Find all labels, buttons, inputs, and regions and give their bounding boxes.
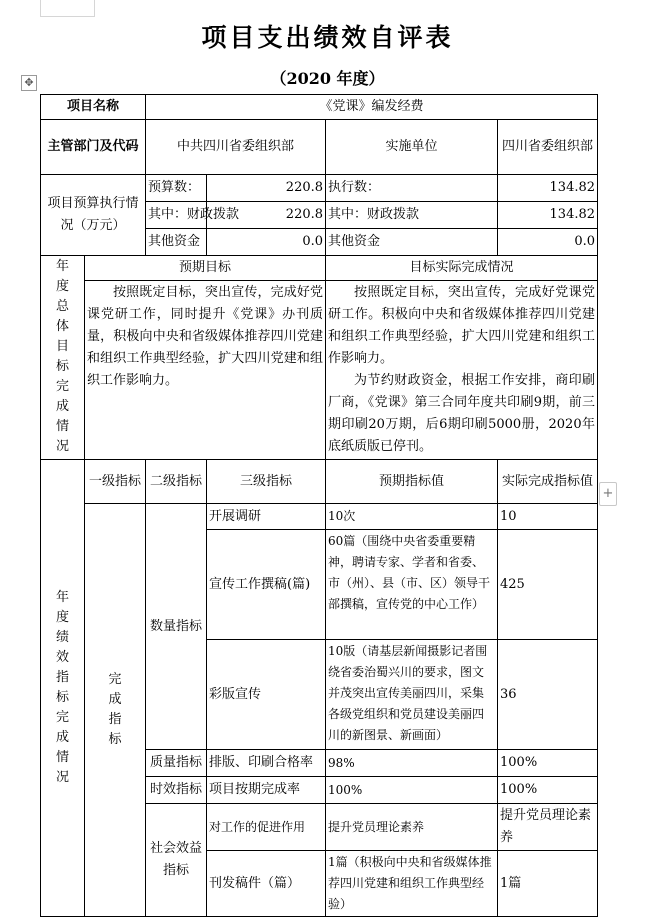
social-benefit-indicator-label: 社会效益指标 (146, 804, 207, 917)
fiscal-exec-label: 其中：财政拨款 (326, 202, 498, 229)
indicator-row-5-actual: 100% (498, 777, 598, 804)
other-exec-label: 其他资金 (326, 229, 498, 256)
indicator-row-3-actual: 36 (498, 640, 598, 750)
exec-num-value: 134.82 (498, 175, 598, 202)
timeliness-indicator-label: 时效指标 (146, 777, 207, 804)
impl-unit-value: 四川省委组织部 (498, 120, 598, 175)
indicator-row-7-l3: 刊发稿件（篇） (207, 851, 326, 917)
page-title: 项目支出绩效自评表 (201, 23, 454, 52)
indicator-row-2-expected: 60篇（围绕中央省委重要精神，聘请专家、学者和省委、市（州）、县（市、区）领导干部撰稿，宣传党的中心工作） (326, 530, 498, 640)
fiscal-budget-label: 其中：财政拨款 (146, 202, 207, 229)
indicator-row-7-expected: 1篇（积极向中央和省级媒体推荐四川党建和组织工作典型经验） (326, 851, 498, 917)
project-name-label: 项目名称 (41, 95, 146, 120)
dept-value: 中共四川省委组织部 (146, 120, 326, 175)
budget-num-value: 220.8 (207, 175, 326, 202)
add-column-icon[interactable]: + (599, 482, 617, 506)
actual-value-header: 实际完成指标值 (498, 460, 598, 504)
budget-num-label: 预算数： (146, 175, 207, 202)
level3-header: 三级指标 (207, 460, 326, 504)
budget-label: 项目预算执行情况（万元） (41, 175, 146, 256)
indicator-row-7-actual: 1篇 (498, 851, 598, 917)
project-name-value: 《党课》编发经费 (146, 95, 598, 120)
fiscal-budget-value: 220.8 (207, 202, 326, 229)
indicator-row-6-expected: 提升党员理论素养 (326, 804, 498, 851)
expected-goal-paragraph: 按照既定目标，突出宣传，完成好党课党研工作，同时提升《党课》办刊质量，积极向中央和省级媒体推荐四川党建和组织工作典型经验，扩大四川党建和组织工作影响力。 (87, 285, 324, 388)
dept-label: 主管部门及代码 (41, 120, 146, 175)
table-move-handle-icon[interactable]: ✥ (21, 75, 37, 91)
indicator-row-3-l3: 彩版宣传 (207, 640, 326, 750)
other-budget-label: 其他资金 (146, 229, 207, 256)
indicators-label-text: 年度绩效指标完成情况 (55, 589, 69, 785)
level1-value (85, 504, 146, 917)
indicator-row-2-actual: 425 (498, 530, 598, 640)
level1-header: 一级指标 (85, 460, 146, 504)
indicator-row-2-l3: 宣传工作撰稿(篇) (207, 530, 326, 640)
expected-value-header: 预期指标值 (326, 460, 498, 504)
indicator-row-1-expected: 10次 (326, 504, 498, 530)
quantity-indicator-label: 数量指标 (146, 504, 207, 750)
page-corner-mark (40, 0, 95, 17)
other-budget-value: 0.0 (207, 229, 326, 256)
expected-goal-text (85, 281, 326, 460)
fiscal-exec-value: 134.82 (498, 202, 598, 229)
indicator-row-3-expected: 10版（请基层新闻摄影记者围绕省委治蜀兴川的要求，图文并茂突出宣传美丽四川，采集各级党组织和党员建设美丽四川的新图景、新画面） (326, 640, 498, 750)
indicator-row-6-l3: 对工作的促进作用 (207, 804, 326, 851)
indicator-row-4-l3: 排版、印刷合格率 (207, 750, 326, 777)
self-evaluation-table-container (40, 94, 597, 911)
level1-value-text: 完成指标 (108, 671, 122, 747)
impl-unit-label: 实施单位 (326, 120, 498, 175)
indicator-row-4-actual: 100% (498, 750, 598, 777)
self-evaluation-table (40, 94, 598, 917)
actual-goal-header: 目标实际完成情况 (326, 256, 598, 281)
indicator-row-1-actual: 10 (498, 504, 598, 530)
indicators-label (41, 460, 85, 917)
goals-label-text: 年度总体目标完成情况 (55, 259, 69, 454)
page-subtitle: （2020 年度） (270, 69, 385, 88)
indicator-row-6-actual: 提升党员理论素养 (498, 804, 598, 851)
indicator-row-5-expected: 100% (326, 777, 498, 804)
actual-goal-paragraph-2: 为节约财政资金，根据工作安排，商印刷厂商，《党课》第三合同年度共印刷9期，前三期印刷20万期，后6期印刷5000册，2020年底纸质版已停刊。 (328, 373, 596, 454)
quality-indicator-label: 质量指标 (146, 750, 207, 777)
goals-label (41, 256, 85, 460)
indicator-row-1-l3: 开展调研 (207, 504, 326, 530)
other-exec-value: 0.0 (498, 229, 598, 256)
expected-goal-header: 预期目标 (85, 256, 326, 281)
level2-header: 二级指标 (146, 460, 207, 504)
indicator-row-5-l3: 项目按期完成率 (207, 777, 326, 804)
exec-num-label: 执行数： (326, 175, 498, 202)
indicator-row-4-expected: 98% (326, 750, 498, 777)
actual-goal-text (326, 281, 598, 460)
actual-goal-paragraph-1: 按照既定目标，突出宣传，完成好党课党研工作。积极向中央和省级媒体推荐四川党建和组织工作典型经验，扩大四川党建和组织工作影响力。 (328, 285, 596, 366)
